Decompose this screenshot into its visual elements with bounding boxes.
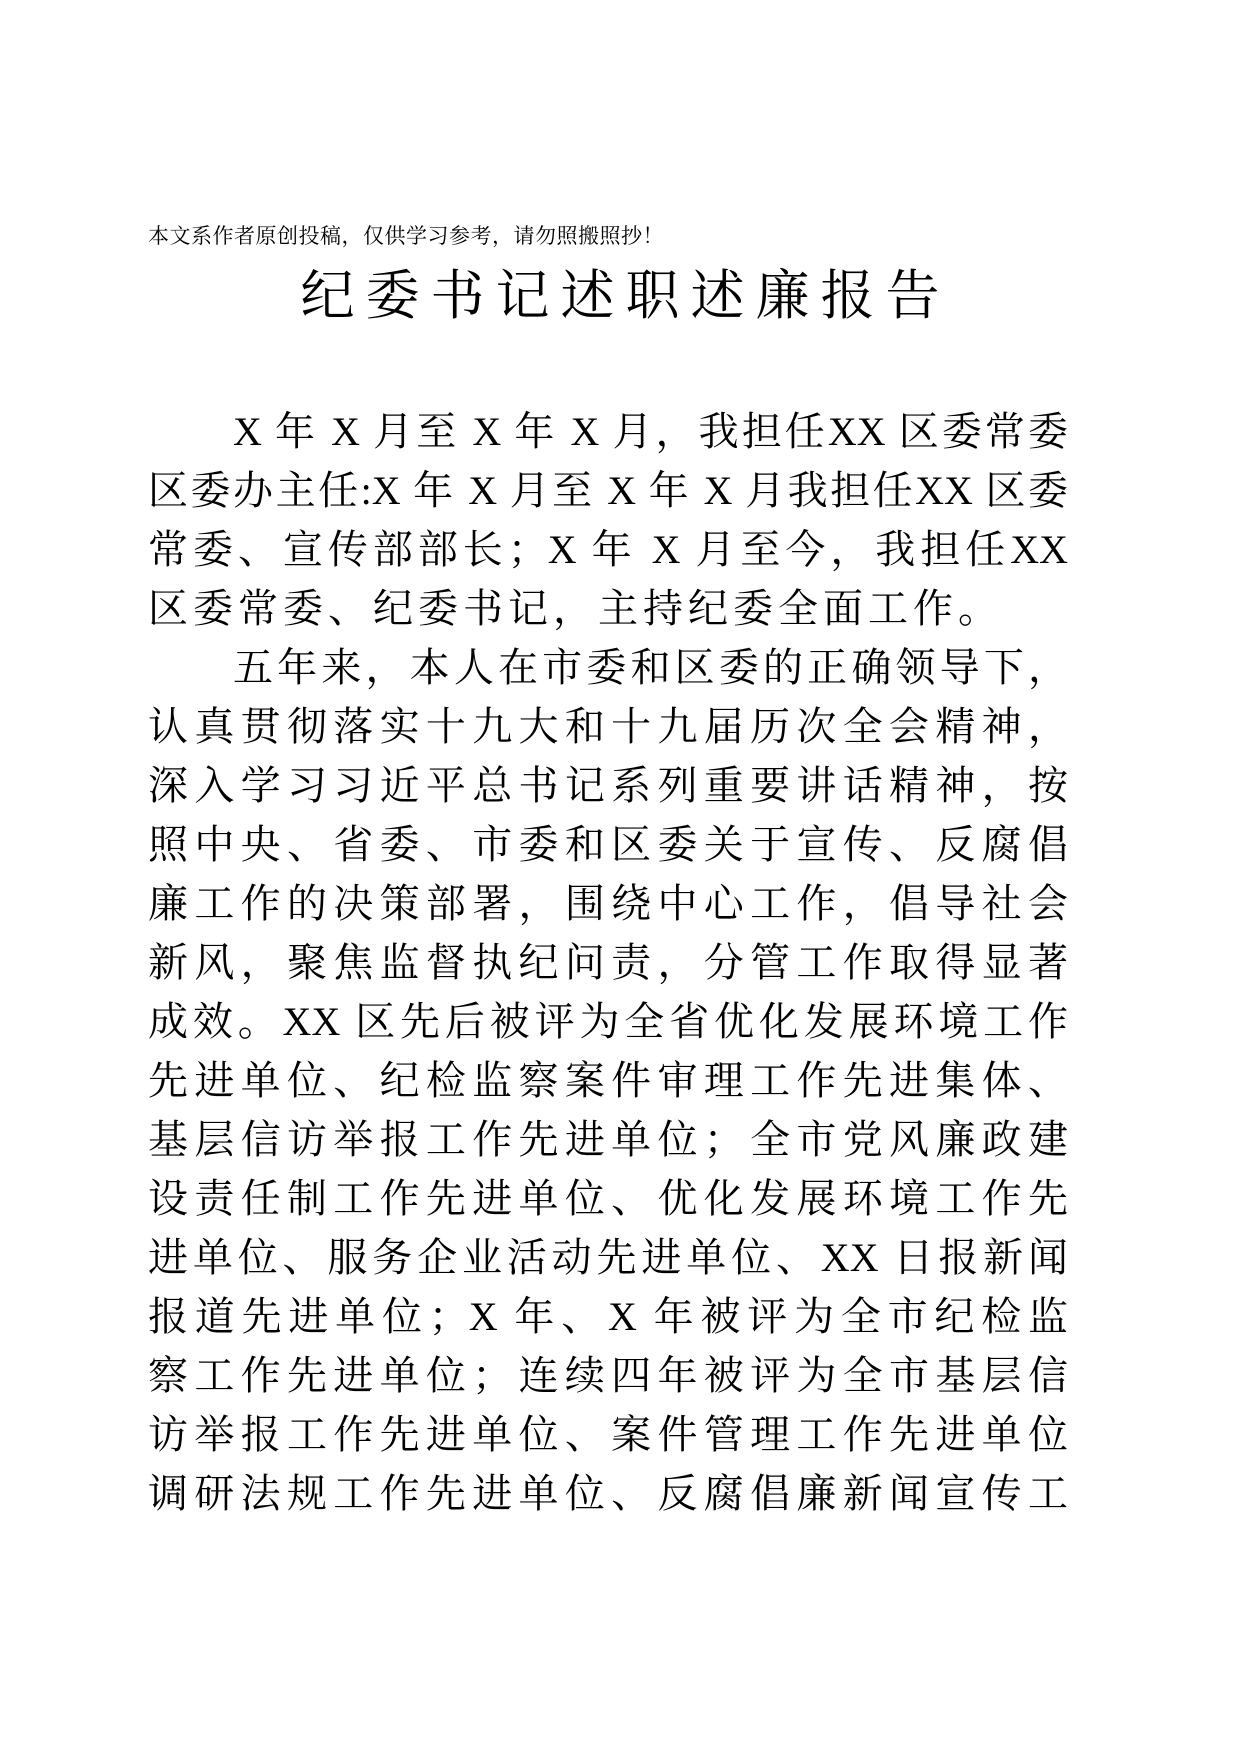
body-line: X 年 X 月至 X 年 X 月，我担任XX 区委常委	[233, 409, 1068, 454]
body-line: 进单位、服务企业活动先进单位、XX 日报新闻	[148, 1235, 1068, 1280]
author-disclaimer-note: 本文系作者原创投稿，仅供学习参考，请勿照搬照抄！	[148, 225, 664, 248]
body-line: 访举报工作先进单位、案件管理工作先进单位	[148, 1412, 1068, 1457]
body-line: 五年来，本人在市委和区委的正确领导下，	[233, 645, 1068, 690]
body-line: 常委、宣传部部长；X 年 X 月至今，我担任XX	[148, 527, 1068, 572]
body-line: 照中央、省委、市委和区委关于宣传、反腐倡	[148, 822, 1068, 867]
body-line: 区委办主任:X 年 X 月至 X 年 X 月我担任XX 区委	[148, 468, 1068, 513]
body-line: 区委常委、纪委书记，主持纪委全面工作。	[148, 586, 1003, 631]
body-line: 深入学习习近平总书记系列重要讲话精神，按	[148, 763, 1068, 808]
body-line: 察工作先进单位；连续四年被评为全市基层信	[148, 1353, 1068, 1398]
body-line: 调研法规工作先进单位、反腐倡廉新闻宣传工	[148, 1471, 1068, 1516]
body-line: 成效。XX 区先后被评为全省优化发展环境工作	[148, 999, 1068, 1044]
body-line: 设责任制工作先进单位、优化发展环境工作先	[148, 1176, 1068, 1221]
body-line: 新风，聚焦监督执纪问责，分管工作取得显著	[148, 940, 1068, 985]
body-line: 报道先进单位；X 年、X 年被评为全市纪检监	[148, 1294, 1068, 1339]
body-line: 认真贯彻落实十九大和十九届历次全会精神，	[148, 704, 1068, 749]
body-line: 先进单位、纪检监察案件审理工作先进集体、	[148, 1058, 1068, 1103]
body-line: 基层信访举报工作先进单位；全市党风廉政建	[148, 1117, 1068, 1162]
document-title: 纪委书记述职述廉报告	[300, 266, 951, 326]
body-line: 廉工作的决策部署，围绕中心工作，倡导社会	[148, 881, 1068, 926]
document-body	[148, 402, 1068, 1523]
